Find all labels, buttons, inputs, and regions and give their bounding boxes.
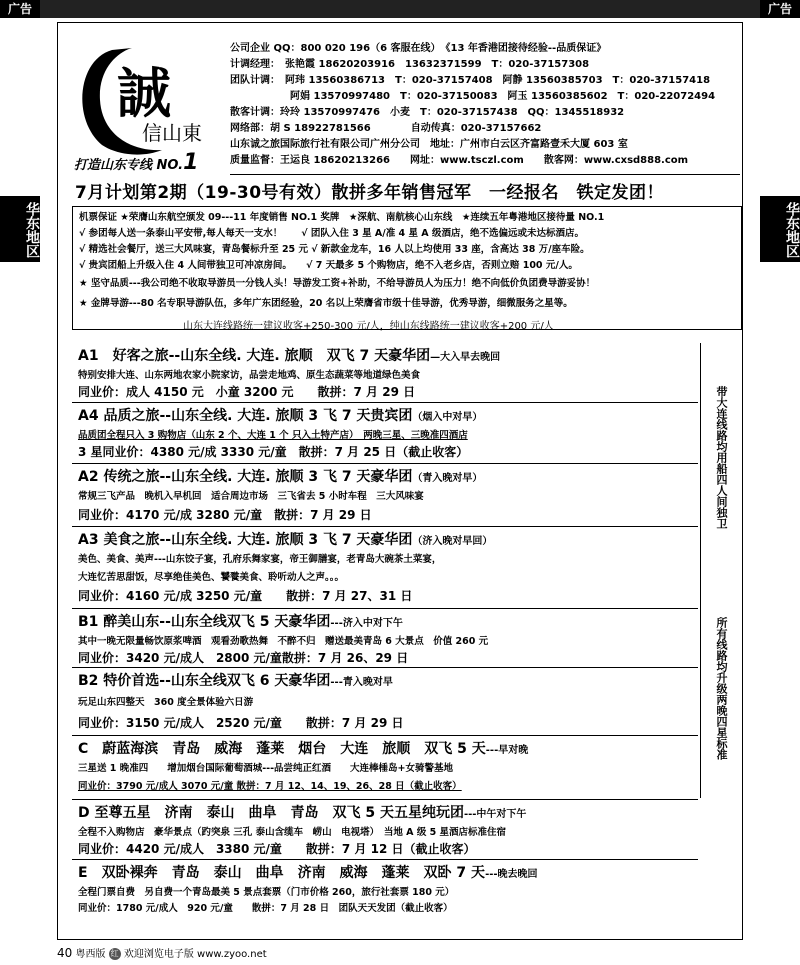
tour-b1: B1 醉美山东--山东全线双飞 5 天豪华团---济入中对下午 其中一晚无限量畅饮原浆啤酒 观看劲歌热舞 不醉不归 赠送最美青岛 6 大景点 价值 260 元 同业价：3420 元/成人 2800 元/童散拼：7 月 26、29 日	[72, 609, 698, 668]
page-number: 40	[57, 946, 73, 960]
guarantee-line: √ 精选社会餐厅，送三大风味宴，青岛餐标升至 25 元 √ 新款金龙车，16 人以上均使用 33 座，含高达 38 万/座车险。	[79, 244, 590, 255]
divider	[230, 174, 740, 175]
company-logo	[72, 40, 222, 160]
info-line: 团队计调： 阿玮 13560386713 T：020-37157408 阿静 13560385703 T：020-37157418	[230, 75, 711, 86]
guarantee-box	[72, 206, 742, 330]
info-line: 散客计调：玲玲 13570997476 小麦 T：020-37157438 QQ：1345518932	[230, 107, 625, 118]
guarantee-footer: 山东大连线路统一建议收客+250-300 元/人，纯山东线路统一建议收客+200 元/人	[183, 321, 554, 332]
tour-a4: A4 品质之旅--山东全线. 大连. 旅顺 3 飞 7 天贵宾团（烟入中对早） 品质团全程只入 3 购物店（山东 2 个、大连 1 个 只入土特产店） 两晚三星、三晚准四酒店 3 星同业价：4380 元/成 3330 元/童 散拼：7 月 25 日（截止收客）	[72, 403, 698, 464]
info-line: 山东诚之旅国际旅行社有限公司广州分公司 地址：广州市白云区齐富路壹禾大厦 603 室	[230, 139, 628, 150]
top-bar	[0, 0, 800, 18]
right-notes	[700, 343, 741, 798]
tour-a3: A3 美食之旅--山东全线. 大连. 旅顺 3 飞 7 天豪华团（济入晚对早回） 美色、美食、美声---山东饺子宴，孔府乐舞家宴，帝王御膳宴，老青岛大碗茶土菜宴， 大连忆苦思甜饭，尽享绝佳美色、饕餮美食、聆听动人之声。。。 同业价：4160 元/成 3250 元/童 散拼：7 月 27、31 日	[72, 527, 698, 609]
info-line: 阿娟 13570997480 T：020-37150083 阿玉 13560385602 T：020-22072494	[230, 91, 716, 102]
ad-label-left: 广告	[0, 0, 40, 18]
tour-a2: A2 传统之旅--山东全线. 大连. 旅顺 3 飞 7 天豪华团（青入晚对早） 常规三飞产品 晚机入早机回 适合周边市场 三飞省去 5 小时车程 三大风味宴 同业价：4170 元/成 3280 元/童 散拼：7 月 29 日	[72, 464, 698, 527]
right-note-bottom: 所有线路均升级两晚四星标准	[715, 616, 728, 760]
guarantee-line: ★ 金牌导游---80 名专职导游队伍，多年广东团经验，20 名以上荣膺省市级十佳导游，优秀导游，细微服务之星等。	[79, 298, 573, 309]
guarantee-line: ★ 坚守品质---我公司绝不收取导游员一分钱人头！导游发工资+补助，不给导游员人为压力！绝不向低价负团费导游妥协！	[79, 278, 596, 289]
info-line: 计调经理： 张艳霞 18620203916 13632371599 T：020-37157308	[230, 59, 590, 70]
page-footer	[57, 945, 267, 960]
tour-list	[72, 343, 698, 914]
footer-logo-icon: 红	[110, 949, 119, 958]
guarantee-line: 机票保证 ★荣膺山东航空颁发 09---11 年度销售 NO.1 奖牌 ★深航、南航核心山东线 ★连续五年粤港地区接待量 NO.1	[79, 212, 605, 223]
footer-tagline: 欢迎浏览电子版 www.zyoo.net	[123, 949, 267, 960]
edition: 粤西版	[75, 949, 106, 960]
ad-label-right: 广告	[760, 0, 800, 18]
tour-b2: B2 特价首选--山东全线双飞 6 天豪华团---青入晚对早 玩足山东四整天 360 度全景体验六日游 同业价：3150 元/成人 2520 元/童 散拼：7 月 29 日	[72, 668, 698, 736]
tour-d: D 至尊五星 济南 泰山 曲阜 青岛 双飞 5 天五星纯玩团---中午对下午 全程不入购物店 豪华景点（趵突泉 三孔 泰山含缆车 崂山 电视塔） 当地 A 级 5 星酒店标准住宿 同业价：4420 元/成人 3380 元/童 散拼：7 月 12 日（截止收客）	[72, 800, 698, 860]
info-line: 公司企业 QQ：800 020 196（6 客服在线） 《13 年香港团接待经验--品质保证》	[230, 43, 607, 54]
info-line: 网络部：胡 S 18922781566 自动传真：020-37157662	[230, 123, 542, 134]
logo-main-text: 誠	[117, 61, 171, 125]
info-line: 质量监督：王运良 18620213266 网址：www.tsczl.com 散客网：www.cxsd888.com	[230, 155, 689, 166]
tour-e: E 双卧裸奔 青岛 泰山 曲阜 济南 威海 蓬莱 双卧 7 天---晚去晚回 全程门票自费 另自费一个青岛最美 5 景点套票（门市价格 260，旅行社套票 180 元） 同业价：1780 元/成人 920 元/童 散拼：7 月 28 日 团队天天发团（截止收客）	[78, 865, 538, 914]
logo-slogan: 打造山东专线 NO.1	[74, 150, 199, 175]
headline: 7月计划第2期（19-30号有效）散拼多年销售冠军 一经报名 铁定发团！	[75, 183, 665, 203]
guarantee-line: √ 参团每人送一条泰山平安带,每人每天一支水！ √ 团队入住 3 星 A/准 4 星 A 级酒店，绝不选偏远或未达标酒店。	[79, 228, 584, 239]
region-tab-right: 华东地区	[760, 196, 800, 262]
tour-c: C 蔚蓝海滨 青岛 威海 蓬莱 烟台 大连 旅顺 双飞 5 天---早对晚 三星送 1 晚准四 增加烟台国际葡萄酒城---品尝纯正红酒 大连棒棰岛+女骑警基地 同业价：3790 元/成人 3070 元/童 散拼：7 月 12、14、19、26、28 日（截止收客）	[72, 736, 698, 800]
logo-sub-text: 信山東	[142, 121, 202, 145]
guarantee-line: √ 贵宾团船上升级入住 4 人间带独卫可冲凉房间。 √ 7 天最多 5 个购物店，绝不入老乡店，否则立赔 100 元/人。	[79, 260, 578, 271]
region-tab-left: 华东地区	[0, 196, 40, 262]
tour-a1: A1 好客之旅--山东全线. 大连. 旅顺 双飞 7 天豪华团—大入早去晚回 特别安排大连、山东两地农家小院家访，品尝走地鸡、原生态蔬菜等地道绿色美食 同业价：成人 4150 元 小童 3200 元 散拼：7 月 29 日	[72, 343, 698, 403]
right-note-top: 带大连线路均用船四人间独卫	[715, 385, 728, 529]
